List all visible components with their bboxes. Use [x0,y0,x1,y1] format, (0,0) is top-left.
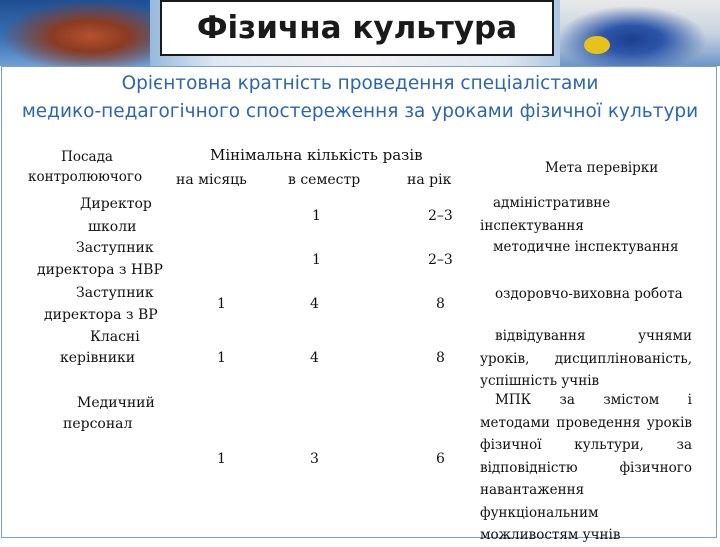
row-4-month: 1 [217,350,226,366]
row-5-position-1: Медичний [77,395,155,411]
row-3-month: 1 [217,296,226,312]
page-title: Фізична культура [160,0,554,56]
row-1-year: 2–3 [428,208,453,224]
row-5-month: 1 [217,451,226,467]
row-4-position-2: керівники [60,350,136,366]
col-header-position-2: контролюючого [28,169,143,185]
row-5-semester: 3 [310,451,319,467]
row-3-position-2: директора з ВР [44,307,158,323]
sub-header-semester: в семестр [288,172,361,188]
row-3-year: 8 [436,296,445,312]
slide-heading [0,70,720,126]
row-4-year: 8 [436,350,445,366]
row-3-purpose: оздоровчо-виховна робота [495,286,683,302]
row-2-year: 2–3 [428,252,453,268]
row-2-position-2: директора з НВР [37,262,163,278]
heading-line-2: медико-педагогічного спостереження за уроками фізичної культури [21,101,699,122]
row-2-purpose: методичне інспектування [493,239,679,255]
row-4-purpose: відвідування учнями уроків, дисциплінованість, успішність учнів [480,328,692,389]
row-3-semester: 4 [310,296,319,312]
col-header-min-count: Мінімальна кількість разів [210,146,423,164]
row-4-semester: 4 [310,350,319,366]
swimmer-photo-right [560,0,720,66]
row-5-purpose: МПК за змістом і методами проведення уроків фізичної культури, за відповідністю фізичного навантаження функціональним можливостям учнів [480,392,692,543]
col-header-purpose: Мета перевірки [545,160,659,176]
row-4-position-1: Класні [90,329,140,345]
swimmer-photo-left [0,0,150,66]
row-5-position-2: персонал [63,416,133,432]
row-1-semester: 1 [312,208,321,224]
row-2-position-1: Заступник [76,240,154,256]
row-1-position-2: школи [88,219,137,235]
row-2-semester: 1 [312,252,321,268]
swim-cap-shape [584,36,610,54]
row-3-position-1: Заступник [76,285,154,301]
row-1-position-1: Директор [80,196,152,212]
heading-line-1: Орієнтовна кратність проведення спеціалістами [121,73,599,94]
sub-header-month: на місяць [176,172,247,188]
row-5-year: 6 [436,451,445,467]
sub-header-year: на рік [407,172,452,188]
row-1-purpose: адміністративне інспектування [480,195,611,234]
col-header-position-1: Посада [61,149,113,165]
